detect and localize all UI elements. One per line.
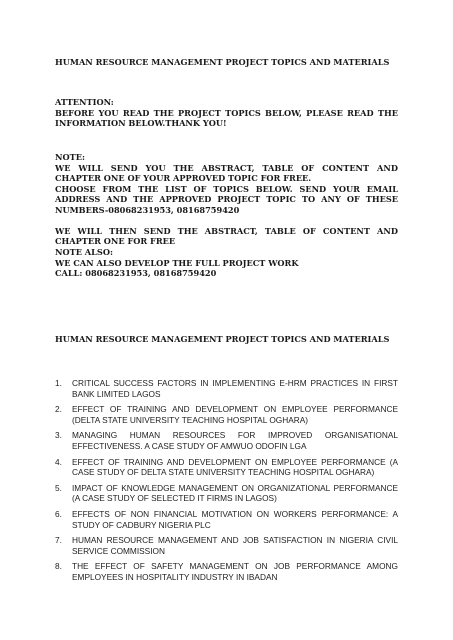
note-heading: NOTE:: [55, 152, 85, 162]
list-item: [55, 535, 398, 556]
attention-heading: ATTENTION:: [55, 97, 114, 107]
list-item-text: EFFECT OF TRAINING AND DEVELOPMENT ON EMPLOYEE PERFORMANCE (DELTA STATE UNIVERSITY TEACHING HOSPITAL OGHARA): [72, 404, 398, 425]
list-item-number: 3.: [55, 430, 62, 441]
section-title: [55, 334, 398, 345]
note-line-1: WE WILL SEND YOU THE ABSTRACT, TABLE OF CONTENT AND CHAPTER ONE OF YOUR APPROVED TOPIC FOR FREE.: [55, 162, 398, 183]
list-item-text: EFFECTS OF NON FINANCIAL MOTIVATION ON WORKERS PERFORMANCE: A STUDY OF CADBURY NIGERIA PLC: [72, 508, 398, 530]
page-title-text: HUMAN RESOURCE MANAGEMENT PROJECT TOPICS AND MATERIALS: [55, 57, 390, 67]
attention-section: [55, 97, 398, 129]
attention-text: BEFORE YOU READ THE PROJECT TOPICS BELOW, PLEASE READ THE INFORMATION BELOW.THANK YOU!: [55, 107, 398, 128]
list-item: [55, 457, 398, 478]
list-item-number: 5.: [55, 482, 62, 493]
list-item-number: 1.: [55, 378, 62, 388]
list-item: [55, 483, 398, 504]
list-item-number: 7.: [55, 535, 62, 546]
list-item-text: IMPACT OF KNOWLEDGE MANAGEMENT ON ORGANIZATIONAL PERFORMANCE (A CASE STUDY OF SELECTED IT FIRMS IN LAGOS): [72, 482, 398, 504]
list-item-number: 8.: [55, 561, 62, 572]
list-item-text: EFFECT OF TRAINING AND DEVELOPMENT ON EMPLOYEE PERFORMANCE (A CASE STUDY OF DELTA STATE UNIVERSITY TEACHING HOSPITAL OGHARA): [72, 456, 398, 478]
list-item: [55, 509, 398, 530]
list-item: [55, 378, 398, 399]
list-item-text: THE EFFECT OF SAFETY MANAGEMENT ON JOB PERFORMANCE AMONG EMPLOYEES IN HOSPITALITY INDUSTRY IN IBADAN: [72, 561, 398, 582]
list-item-text: MANAGING HUMAN RESOURCES FOR IMPROVED ORGANISATIONAL EFFECTIVENESS. A CASE STUDY OF AMWUO ODOFIN LGA: [72, 430, 398, 451]
note-also-line-2: CALL: 08068231953, 08168759420: [55, 268, 217, 278]
list-item-number: 4.: [55, 456, 62, 467]
topics-list: [55, 378, 398, 588]
list-item-text: CRITICAL SUCCESS FACTORS IN IMPLEMENTING E-HRM PRACTICES IN FIRST BANK LIMITED LAGOS: [72, 378, 398, 399]
note-also-section: [55, 247, 398, 279]
note-also-line-1: WE CAN ALSO DEVELOP THE FULL PROJECT WORK: [55, 257, 299, 268]
list-item: [55, 430, 398, 451]
note-line-2: CHOOSE FROM THE LIST OF TOPICS BELOW. SEND YOUR EMAIL ADDRESS AND THE APPROVED PROJECT TOPIC TO ANY OF THESE NUMBERS-08068231953, 08168759420: [55, 183, 398, 215]
paragraph-gap: [55, 215, 398, 226]
list-item: [55, 561, 398, 582]
page-title: [55, 57, 398, 68]
section-title-text: HUMAN RESOURCE MANAGEMENT PROJECT TOPICS AND MATERIALS: [55, 334, 390, 344]
list-item-number: 2.: [55, 404, 62, 415]
note-also-heading: NOTE ALSO:: [55, 247, 113, 257]
note-line-3: WE WILL THEN SEND THE ABSTRACT, TABLE OF CONTENT AND CHAPTER ONE FOR FREE: [55, 225, 398, 246]
note-section: [55, 152, 398, 247]
list-item: [55, 404, 398, 425]
list-item-text: HUMAN RESOURCE MANAGEMENT AND JOB SATISFACTION IN NIGERIA CIVIL SERVICE COMMISSION: [72, 535, 398, 556]
list-item-number: 6.: [55, 508, 62, 519]
